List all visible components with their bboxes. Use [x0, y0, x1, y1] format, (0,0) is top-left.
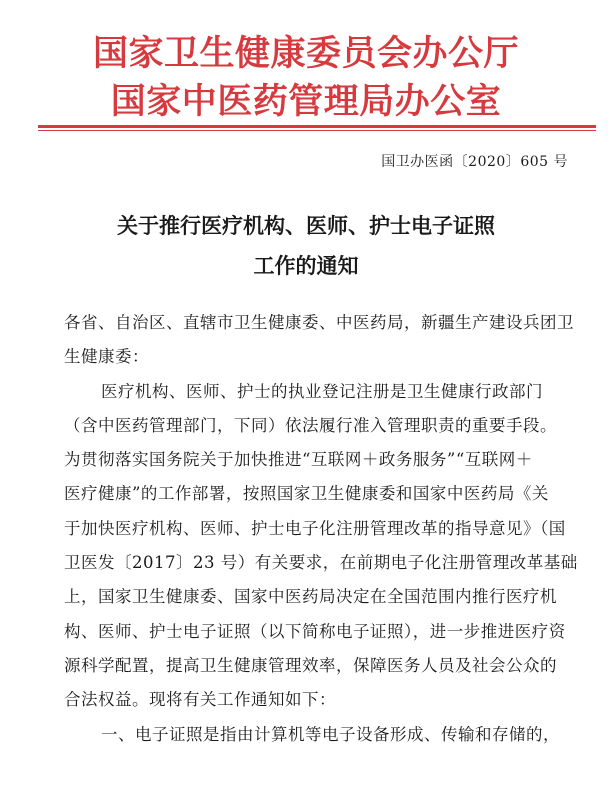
title-line-2: 工作的通知: [253, 254, 359, 278]
document-body: [64, 306, 584, 752]
paragraph1-line: （含中医药管理部门，下同）依法履行准入管理职责的重要手段。: [64, 415, 557, 435]
paragraph1-line: 为贯彻落实国务院关于加快推进“互联网＋政务服务”“互联网＋: [64, 450, 533, 470]
addressee-line-1: 各省、自治区、直辖市卫生健康委、中医药局，新疆生产建设兵团卫: [64, 313, 574, 332]
paragraph1-line: 医疗机构、医师、护士的执业登记注册是卫生健康行政部门: [101, 381, 543, 401]
paragraph1-line: 源科学配置，提高卫生健康管理效率，保障医务人员及社会公众的: [64, 655, 557, 675]
paragraph1-line: 合法权益。现将有关工作通知如下：: [64, 690, 336, 710]
paragraph1-line: 医疗健康”的工作部署，按照国家卫生健康委和国家中医药局《关: [64, 484, 549, 504]
document-title: [0, 206, 612, 286]
paragraph1-line: 于加快医疗机构、医师、护士电子化注册管理改革的指导意见》（国: [64, 518, 566, 538]
letterhead-rule-thin: [38, 130, 596, 131]
paragraph1-line: 卫医发〔2017〕23 号）有关要求，在前期电子化注册管理改革基础: [64, 553, 578, 573]
paragraph1-line: 上，国家卫生健康委、国家中医药局决定在全国范围内推行医疗机: [64, 587, 557, 607]
document-number: 国卫办医函〔2020〕605 号: [381, 154, 568, 170]
paragraph2-line: 一、电子证照是指由计算机等电子设备形成、传输和存储的，: [101, 724, 560, 744]
letterhead-rule-thick: [38, 125, 596, 128]
title-line-1: 关于推行医疗机构、医师、护士电子证照: [117, 214, 495, 238]
letterhead-line-1: 国家卫生健康委员会办公厅: [92, 34, 519, 74]
paragraph1-line: 构、医师、护士电子证照（以下简称电子证照），进一步推进医疗资: [64, 621, 566, 641]
letterhead-line-2: 国家中医药管理局办公室: [110, 82, 502, 122]
addressee-line-2: 生健康委：: [64, 347, 149, 367]
letterhead: [0, 30, 612, 126]
